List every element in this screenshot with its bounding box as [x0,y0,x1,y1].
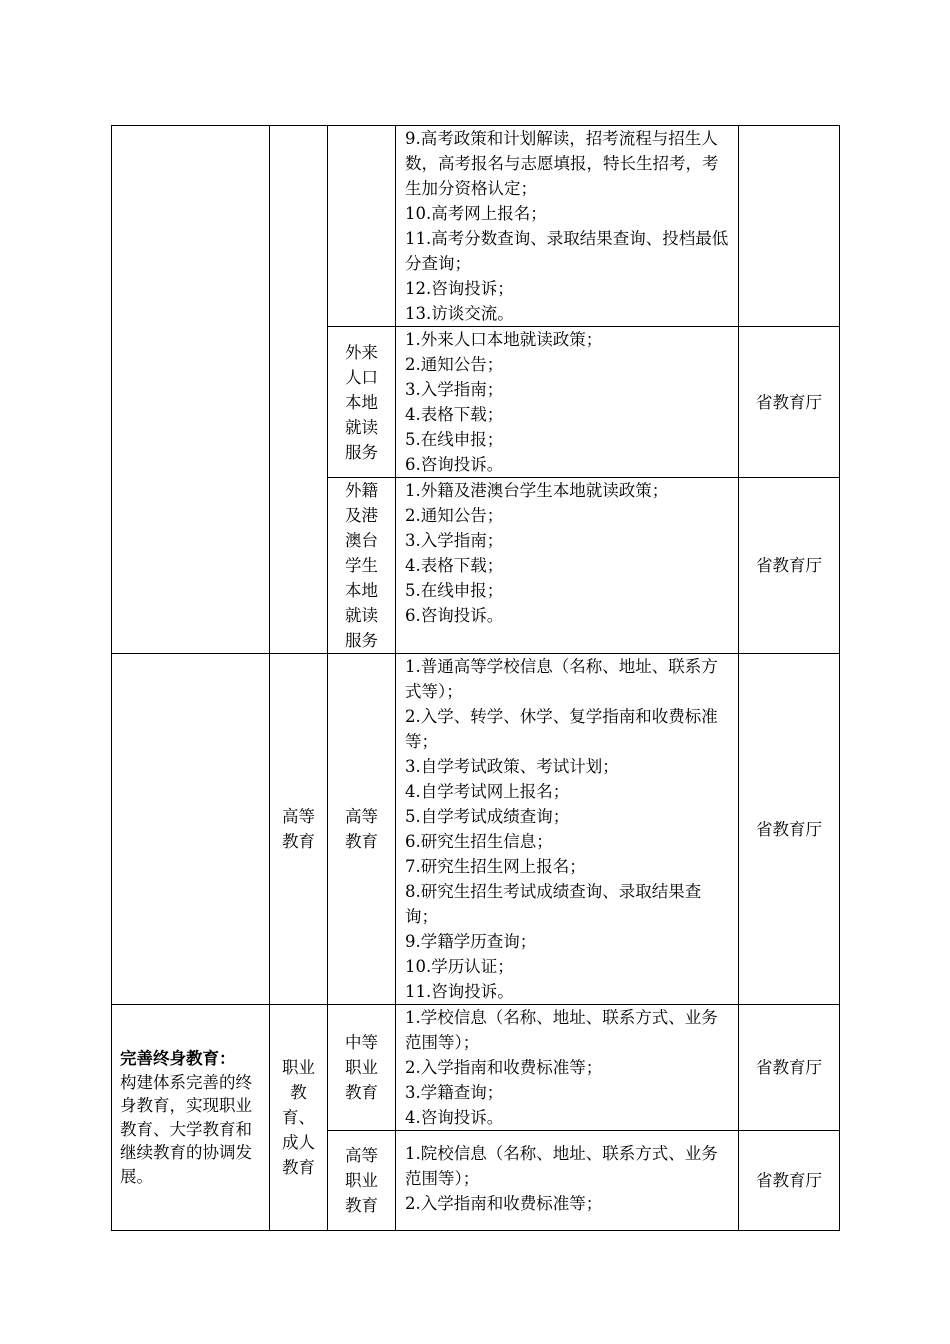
list-item: 6.咨询投诉。 [405,606,504,625]
service-items-cell [396,654,739,1005]
category-cell: 职业教育、成人教育 [270,1005,328,1231]
list-item: 4.咨询投诉。 [405,1108,504,1127]
list-item: 11.咨询投诉。 [405,982,514,1001]
list-item: 1.外来人口本地就读政策； [405,330,603,349]
table-row [112,654,840,1005]
list-item: 5.在线申报； [405,581,504,600]
service-items-cell [396,327,739,478]
list-item: 1.学校信息（名称、地址、联系方式、业务范围等）； [405,1008,718,1052]
list-item: 10.学历认证； [405,957,514,976]
department-cell: 省教育厅 [739,1131,840,1231]
list-item: 7.研究生招生网上报名； [405,857,586,876]
service-items-cell [396,1005,739,1131]
service-items-cell [396,1131,739,1231]
list-item: 8.研究生招生考试成绩查询、录取结果查询； [405,882,702,926]
list-item: 9.高考政策和计划解读，招考流程与招生人数，高考报名与志愿填报，特长生招考，考生加分资格认定； [405,129,719,198]
list-item: 12.咨询投诉； [405,279,514,298]
department-cell [739,126,840,327]
list-item: 1.外籍及港澳台学生本地就读政策； [405,481,669,500]
list-item: 1.普通高等学校信息（名称、地址、联系方式等）； [405,657,718,701]
list-item: 2.通知公告； [405,506,504,525]
goal-description: 构建体系完善的终身教育，实现职业教育、大学教育和继续教育的协调发展。 [120,1072,252,1186]
subcategory-cell [328,126,396,327]
table-row [112,1005,840,1131]
department-cell: 省教育厅 [739,1005,840,1131]
list-item: 3.学籍查询； [405,1083,504,1102]
goal-cell [112,654,270,1005]
list-item: 9.学籍学历查询； [405,932,537,951]
goal-cell [112,126,270,654]
list-item: 3.入学指南； [405,380,504,399]
list-item: 3.自学考试政策、考试计划； [405,757,619,776]
service-items-cell [396,126,739,327]
category-cell [270,126,328,654]
department-cell: 省教育厅 [739,478,840,654]
list-item: 5.自学考试成绩查询； [405,807,570,826]
table-row [112,126,840,327]
subcategory-cell: 高等职业教育 [328,1131,396,1231]
goal-title: 完善终身教育： [120,1049,236,1068]
list-item: 10.高考网上报名； [405,204,547,223]
list-item: 6.研究生招生信息； [405,832,553,851]
list-item: 3.入学指南； [405,531,504,550]
list-item: 2.入学、转学、休学、复学指南和收费标准等； [405,707,718,751]
subcategory-cell: 中等职业教育 [328,1005,396,1131]
subcategory-cell: 外来人口本地就读服务 [328,327,396,478]
list-item: 2.通知公告； [405,355,504,374]
category-cell: 高等教育 [270,654,328,1005]
subcategory-cell: 外籍及港澳台学生本地就读服务 [328,478,396,654]
list-item: 1.院校信息（名称、地址、联系方式、业务范围等）； [405,1144,718,1188]
department-cell: 省教育厅 [739,327,840,478]
list-item: 4.自学考试网上报名； [405,782,570,801]
list-item: 4.表格下载； [405,405,504,424]
list-item: 5.在线申报； [405,430,504,449]
list-item: 2.入学指南和收费标准等； [405,1058,603,1077]
list-item: 13.访谈交流。 [405,304,514,323]
list-item: 6.咨询投诉。 [405,455,504,474]
goal-cell [112,1005,270,1231]
subcategory-cell: 高等教育 [328,654,396,1005]
list-item: 11.高考分数查询、录取结果查询、投档最低分查询； [405,229,729,273]
service-items-cell [396,478,739,654]
list-item: 2.入学指南和收费标准等； [405,1194,603,1213]
service-table [111,125,840,1231]
department-cell: 省教育厅 [739,654,840,1005]
list-item: 4.表格下载； [405,556,504,575]
